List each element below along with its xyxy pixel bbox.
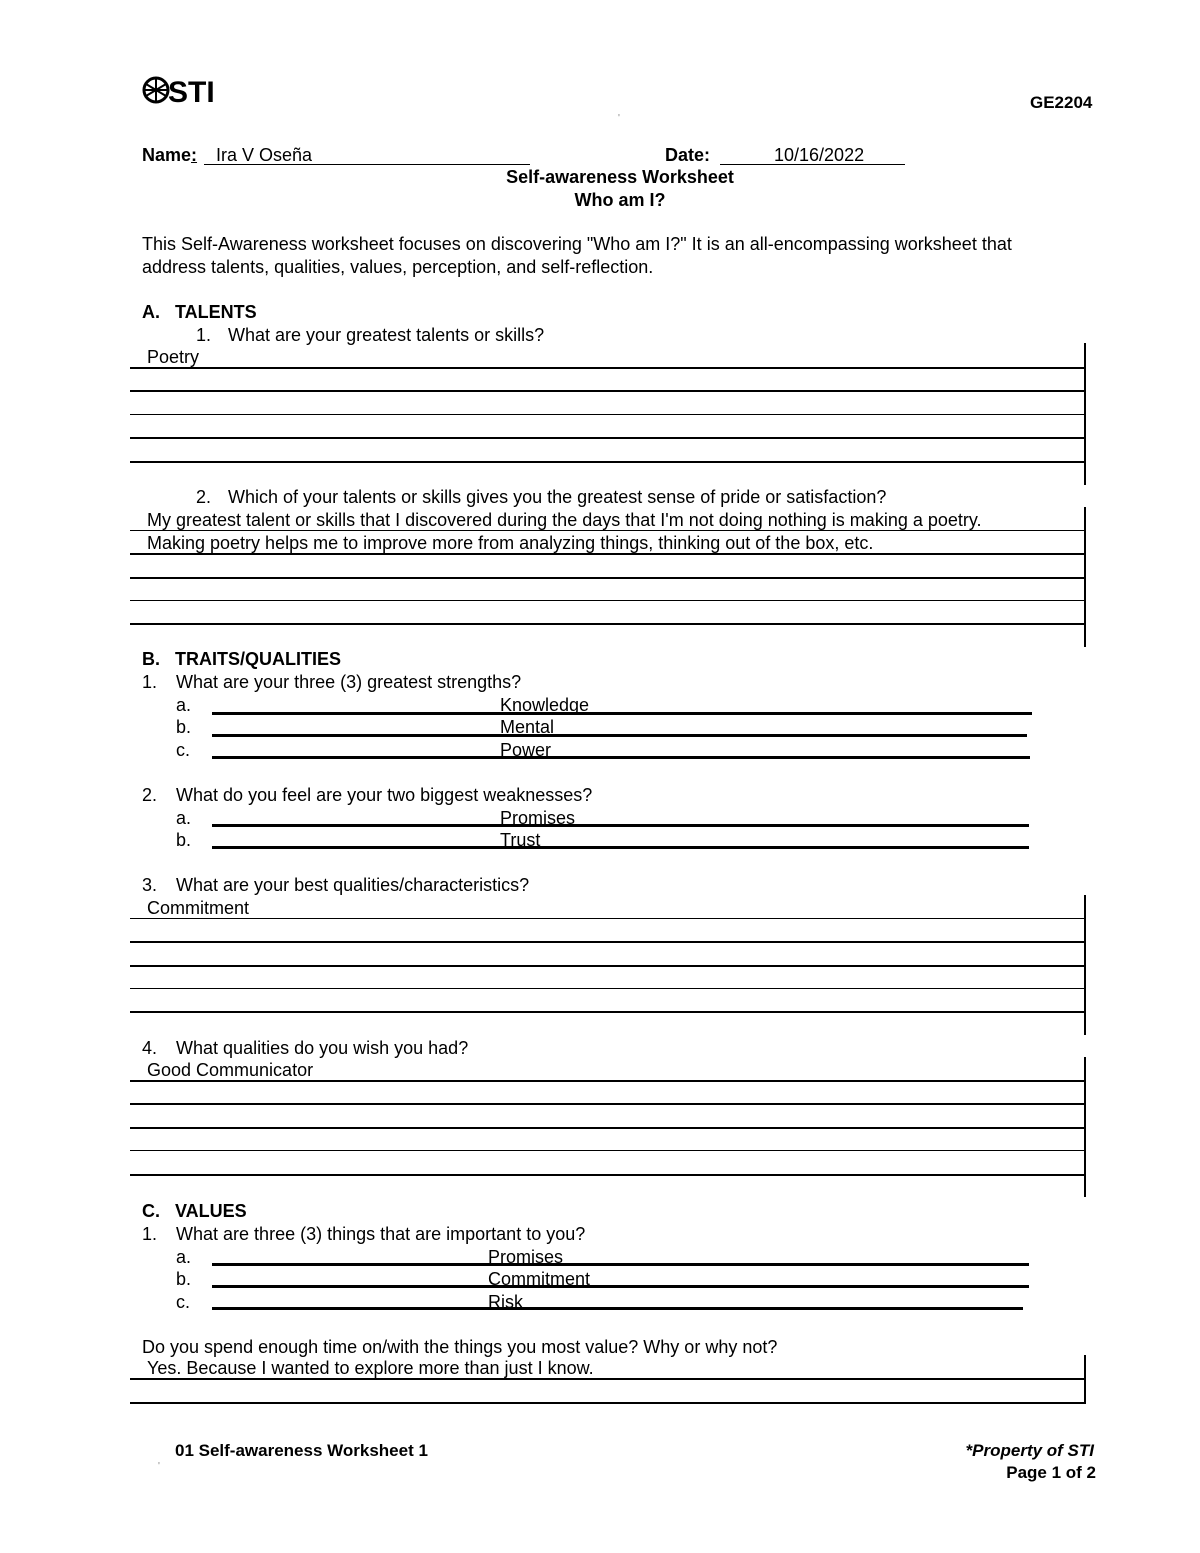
weakness-line-a xyxy=(212,824,1029,827)
section-c-q2-answer[interactable]: Yes. Because I wanted to explore more than just I know. xyxy=(147,1358,594,1378)
value-letter-c: c. xyxy=(176,1292,191,1312)
worksheet-title: Self-awareness Worksheet xyxy=(506,167,734,187)
value-answer-a[interactable]: Promises xyxy=(488,1247,564,1267)
answer-line xyxy=(130,553,1086,555)
question-text: What qualities do you wish you had? xyxy=(176,1038,469,1058)
section-b-q1 xyxy=(142,671,521,693)
answer-box-border xyxy=(1084,895,1086,1035)
svg-text:STI: STI xyxy=(168,76,215,109)
answer-line xyxy=(130,1080,1086,1082)
footer-page-number: Page 1 of 2 xyxy=(1006,1463,1096,1482)
answer-line xyxy=(130,623,1086,625)
question-number: 1. xyxy=(196,325,212,345)
answer-line xyxy=(130,530,1086,531)
weakness-line-b xyxy=(212,846,1029,849)
answer-box-border xyxy=(1084,1355,1086,1403)
section-a-q1-answer[interactable]: Poetry xyxy=(147,347,200,367)
date-value: 10/16/2022 xyxy=(774,145,865,165)
name-field[interactable] xyxy=(204,144,530,165)
section-b-q4-answer[interactable]: Good Communicator xyxy=(147,1060,314,1080)
page-marker: ' xyxy=(618,113,620,124)
name-value: Ira V Oseña xyxy=(216,145,313,165)
answer-line xyxy=(130,1174,1086,1176)
weakness-letter-b: b. xyxy=(176,830,192,850)
question-number: 4. xyxy=(142,1038,158,1058)
question-text: Which of your talents or skills gives you the greatest sense of pride or satisfaction? xyxy=(228,487,887,507)
answer-line xyxy=(130,1378,1086,1380)
value-letter-b: b. xyxy=(176,1269,192,1289)
section-b-heading: B. TRAITS/QUALITIES xyxy=(142,649,342,669)
footer-property: *Property of STI xyxy=(965,1441,1094,1460)
value-letter-a: a. xyxy=(176,1247,192,1267)
question-text: What are three (3) things that are important to you? xyxy=(176,1224,586,1244)
answer-line xyxy=(130,1402,1086,1404)
answer-line xyxy=(130,1150,1086,1151)
answer-line xyxy=(130,367,1086,369)
section-a-q2 xyxy=(196,486,886,508)
answer-line xyxy=(130,414,1086,415)
section-a-q2-answer-1[interactable]: My greatest talent or skills that I discovered during the days that I'm not doing nothing is making a poetry. xyxy=(147,510,982,530)
section-a-q1 xyxy=(196,324,544,346)
date-field[interactable] xyxy=(720,144,905,165)
question-number: 2. xyxy=(142,785,158,805)
answer-line xyxy=(130,1103,1086,1105)
value-line-a xyxy=(212,1263,1029,1266)
answer-line xyxy=(130,461,1086,463)
name-label: Name: xyxy=(142,145,198,165)
section-c-q2: Do you spend enough time on/with the things you most value? Why or why not? xyxy=(142,1337,778,1357)
question-number: 2. xyxy=(196,487,212,507)
footer-doc-title: 01 Self-awareness Worksheet 1 xyxy=(175,1441,428,1460)
answer-box-border xyxy=(1084,1057,1086,1197)
question-text: What are your best qualities/characteristics? xyxy=(176,875,530,895)
section-b-q3 xyxy=(142,874,529,896)
weakness-letter-a: a. xyxy=(176,808,192,828)
strength-line-a xyxy=(212,712,1032,715)
value-line-c xyxy=(212,1307,1023,1310)
strength-letter-a: a. xyxy=(176,695,192,715)
intro-line-1: This Self-Awareness worksheet focuses on discovering "Who am I?" It is an all-encompassing worksheet that xyxy=(142,234,1012,254)
answer-line xyxy=(130,437,1086,439)
section-a-heading: A. TALENTS xyxy=(142,302,257,322)
strength-answer-c[interactable]: Power xyxy=(500,740,552,760)
worksheet-subtitle: Who am I? xyxy=(574,190,666,210)
intro-line-2: address talents, qualities, values, perception, and self-reflection. xyxy=(142,257,654,277)
answer-line xyxy=(130,1011,1086,1013)
sti-logo-icon xyxy=(142,70,222,110)
strength-answer-b[interactable]: Mental xyxy=(500,717,555,737)
answer-box-border xyxy=(1084,507,1086,647)
question-number: 1. xyxy=(142,672,158,692)
question-number: 3. xyxy=(142,875,158,895)
question-number: 1. xyxy=(142,1224,158,1244)
section-c-q1 xyxy=(142,1223,585,1245)
answer-box-border xyxy=(1084,343,1086,485)
strength-letter-b: b. xyxy=(176,717,192,737)
date-label: Date: xyxy=(665,145,711,165)
section-c-heading: C. VALUES xyxy=(142,1201,247,1221)
weakness-answer-a[interactable]: Promises xyxy=(500,808,576,828)
answer-line xyxy=(130,390,1086,392)
section-b-q4 xyxy=(142,1037,468,1059)
section-a-q2-answer-2[interactable]: Making poetry helps me to improve more from analyzing things, thinking out of the box, etc. xyxy=(147,533,874,553)
weakness-answer-b[interactable]: Trust xyxy=(500,830,541,850)
answer-line xyxy=(130,941,1086,943)
section-b-q2 xyxy=(142,784,592,806)
course-code: GE2204 xyxy=(1030,93,1093,112)
section-b-q3-answer[interactable]: Commitment xyxy=(147,898,250,918)
value-line-b xyxy=(212,1285,1029,1288)
value-answer-b[interactable]: Commitment xyxy=(488,1269,591,1289)
strength-letter-c: c. xyxy=(176,740,191,760)
question-text: What do you feel are your two biggest weaknesses? xyxy=(176,785,593,805)
answer-line xyxy=(130,918,1086,919)
answer-line xyxy=(130,1127,1086,1129)
footer-marker: ' xyxy=(158,1461,160,1472)
value-answer-c[interactable]: Risk xyxy=(488,1292,523,1312)
strength-line-b xyxy=(212,734,1027,737)
answer-line xyxy=(130,600,1086,601)
question-text: What are your three (3) greatest strengths? xyxy=(176,672,522,692)
answer-line xyxy=(130,577,1086,579)
strength-line-c xyxy=(212,756,1030,759)
strength-answer-a[interactable]: Knowledge xyxy=(500,695,590,715)
question-text: What are your greatest talents or skills? xyxy=(228,325,545,345)
answer-line xyxy=(130,965,1086,967)
answer-line xyxy=(130,988,1086,989)
